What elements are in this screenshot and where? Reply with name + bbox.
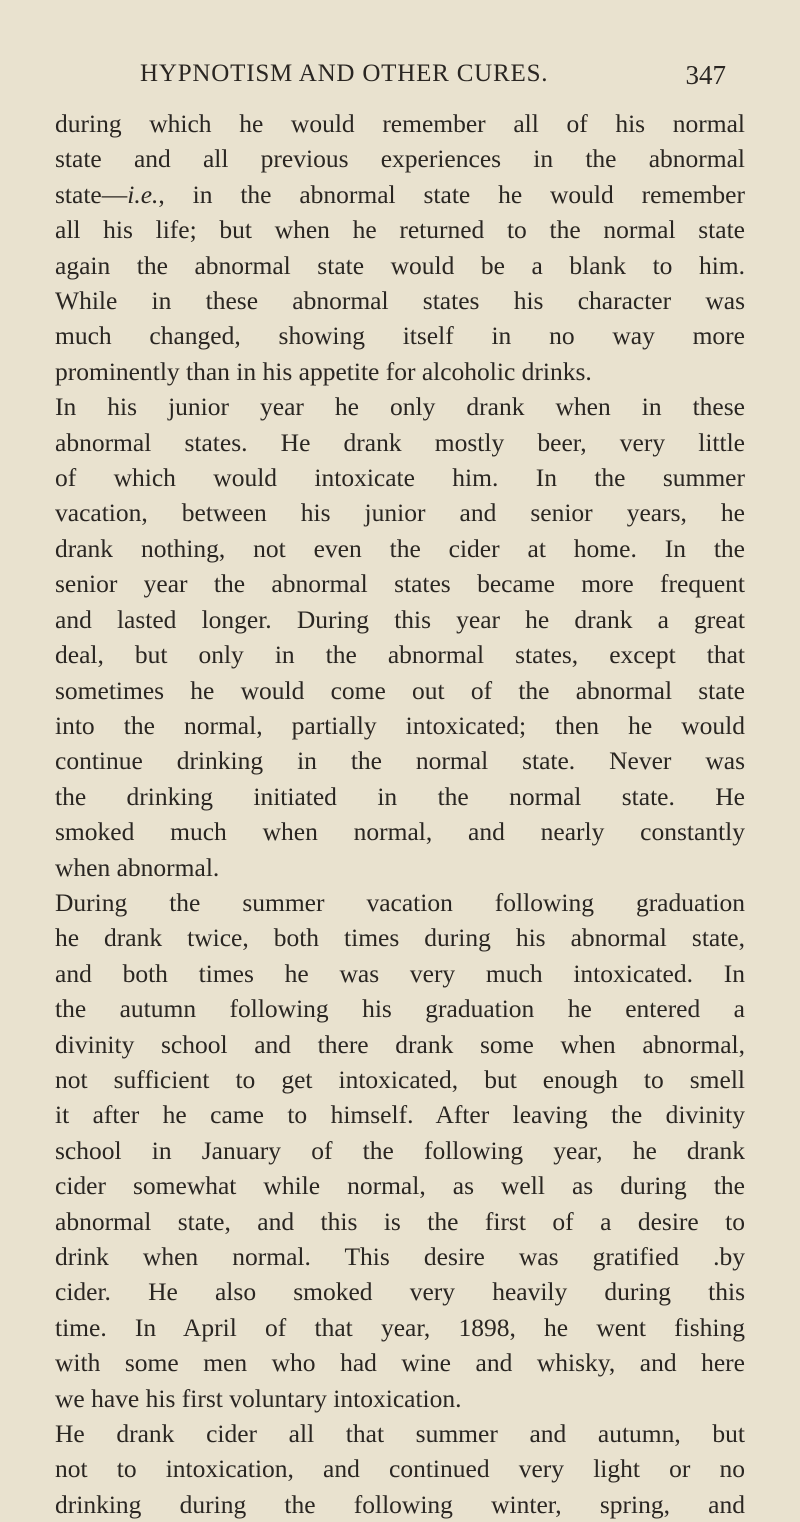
text-line: state—i.e., in the abnormal state he would remember <box>55 179 745 209</box>
text-line: During the summer vacation following graduation <box>55 887 745 917</box>
text-line: with some men who had wine and whisky, and here <box>55 1348 745 1378</box>
text-line: when abnormal. <box>55 852 220 882</box>
text-line: vacation, between his junior and senior years, he <box>55 498 745 528</box>
page-number: 347 <box>685 60 726 90</box>
text-line: and lasted longer. During this year he drank a great <box>55 604 745 634</box>
text-line: divinity school and there drank some when abnormal, <box>55 1029 745 1059</box>
text-line: all his life; but when he returned to the normal state <box>55 215 745 245</box>
text-line: not to intoxication, and continued very light or no <box>55 1454 745 1484</box>
text-line: In his junior year he only drank when in these <box>55 392 745 422</box>
text-line: He drank cider all that summer and autumn, but <box>55 1419 745 1449</box>
text-line: into the normal, partially intoxicated; then he would <box>55 710 745 740</box>
text-line: smoked much when normal, and nearly constantly <box>55 817 745 847</box>
text-line: While in these abnormal states his character was <box>55 286 745 316</box>
text-line: abnormal states. He drank mostly beer, very little <box>55 427 745 457</box>
text-line: and both times he was very much intoxicated. In <box>55 958 745 988</box>
text-line: of which would intoxicate him. In the summer <box>55 463 745 493</box>
text-line: cider. He also smoked very heavily during this <box>55 1277 745 1307</box>
text-line: again the abnormal state would be a blank to him. <box>55 250 745 280</box>
running-head <box>140 60 740 96</box>
running-head-title: HYPNOTISM AND OTHER CURES. <box>140 60 549 87</box>
text-line: time. In April of that year, 1898, he went fishing <box>55 1312 745 1342</box>
text-line: deal, but only in the abnormal states, except that <box>55 640 745 670</box>
text-line: abnormal state, and this is the first of a desire to <box>55 1206 745 1236</box>
text-line: drinking during the following winter, spring, and <box>55 1489 745 1519</box>
text-line: school in January of the following year, he drank <box>55 1135 745 1165</box>
italic-abbrev: i.e. <box>127 179 159 209</box>
text-line: the autumn following his graduation he entered a <box>55 994 745 1024</box>
text-line: we have his first voluntary intoxication. <box>55 1383 462 1413</box>
text-line: during which he would remember all of his normal <box>55 109 745 138</box>
text-line: continue drinking in the normal state. Never was <box>55 746 745 776</box>
text-line: cider somewhat while normal, as well as during the <box>55 1171 745 1201</box>
text-line: he drank twice, both times during his abnormal state, <box>55 923 745 953</box>
text-line: much changed, showing itself in no way more <box>55 321 745 351</box>
text-line: prominently than in his appetite for alcoholic drinks. <box>55 356 592 386</box>
text-line: not sufficient to get intoxicated, but enough to smell <box>55 1064 745 1094</box>
text-line: drank nothing, not even the cider at home. In the <box>55 533 745 563</box>
text-line: state and all previous experiences in the abnormal <box>55 144 745 174</box>
text-line: senior year the abnormal states became more frequent <box>55 569 745 599</box>
text-line: drink when normal. This desire was gratified .by <box>55 1242 745 1271</box>
text-line: sometimes he would come out of the abnormal state <box>55 675 745 705</box>
text-line: it after he came to himself. After leaving the divinity <box>55 1100 745 1130</box>
text-line: the drinking initiated in the normal state. He <box>55 781 745 811</box>
body-text <box>55 106 745 1522</box>
